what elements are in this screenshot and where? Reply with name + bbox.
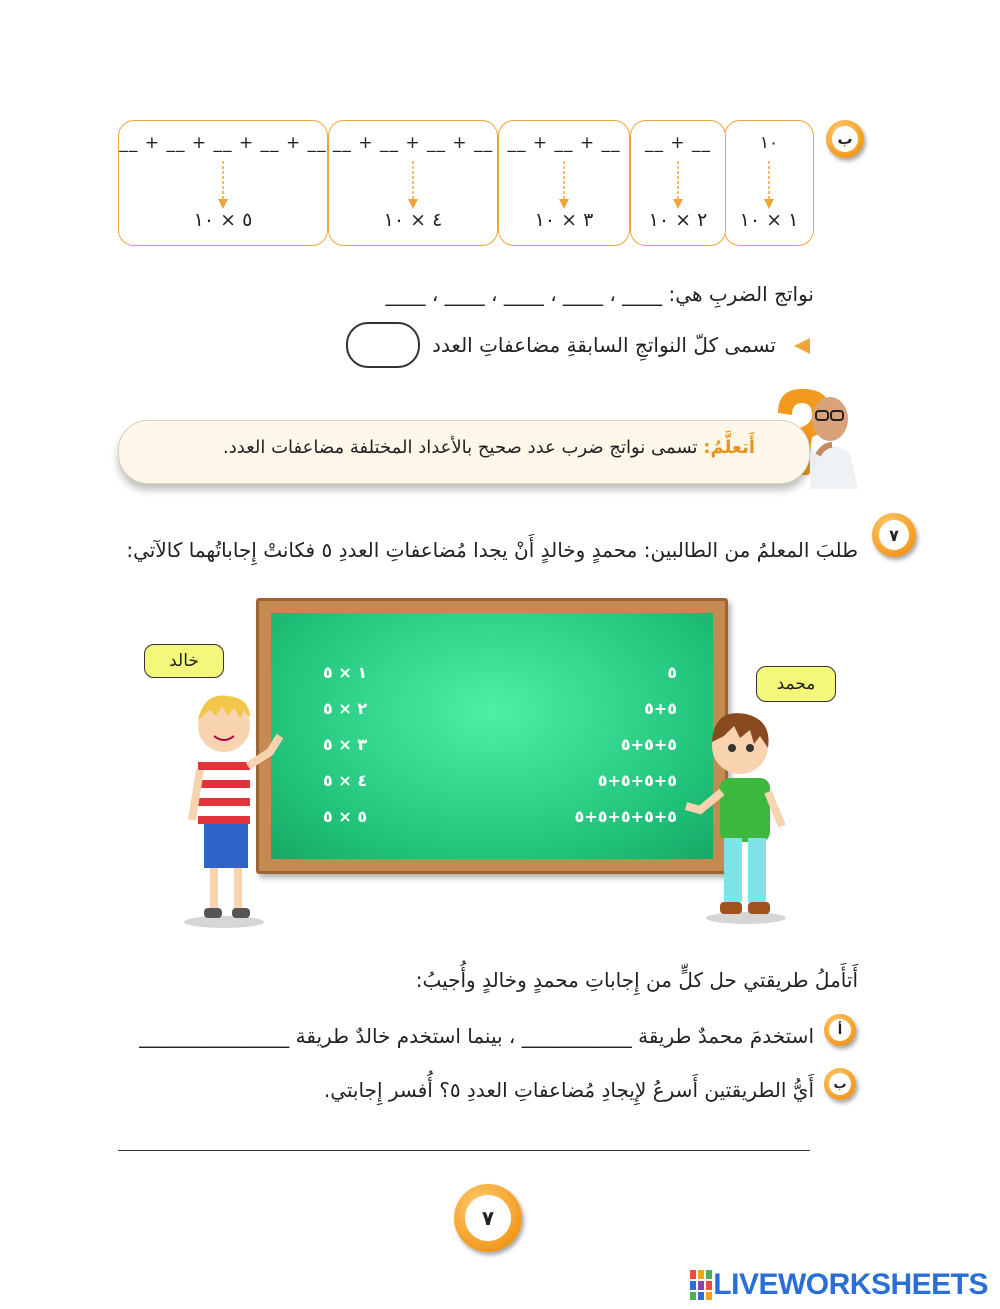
- questions-intro: أَتأَملُ طريقتي حل كلٍّ من إِجاباتِ محمدٍ وخالدٍ وأُجيبُ:: [415, 968, 858, 992]
- down-arrow-icon: [558, 161, 570, 211]
- exercise-prompt: طلبَ المعلمُ من الطالبين: محمدٍ وخالدٍ أَنْ يجدا مُضاعفاتِ العددِ ٥ فكانتْ إِجاباتُهما كالآتي:: [126, 538, 858, 562]
- board-right-item: ٥+٥+٥+٥+٥: [574, 807, 677, 826]
- down-arrow-icon: [217, 161, 229, 211]
- chalkboard: [256, 598, 728, 874]
- multiple-box-2: __ + __ ٢ × ١٠: [630, 120, 726, 246]
- board-right-item: ٥+٥+٥+٥: [597, 771, 677, 790]
- liveworksheets-logo: LIVEWORKSHEETS: [713, 1268, 988, 1301]
- down-arrow-icon: [407, 161, 419, 211]
- chalkboard-surface: [271, 613, 713, 859]
- board-right-item: ٥+٥+٥: [620, 735, 677, 754]
- page-number-badge: ٧: [454, 1184, 522, 1252]
- question-b-text: أَيُّ الطريقتين أَسرعُ لإِيجادِ مُضاعفاتِ العددِ ٥؟ أُفسر إِجابتي.: [323, 1078, 814, 1102]
- down-arrow-icon: [672, 161, 684, 211]
- products-line: نواتج الضربِ هي: ____ ، ____ ، ____ ، ____ ، ____: [385, 282, 814, 306]
- board-left-item: ٢ × ٥: [323, 699, 368, 718]
- multiple-box-5: __ + __ + __ + __ + __ ٥ × ١٠: [118, 120, 328, 246]
- multiples-named-line: تسمى كلّ النواتجِ السابقةِ مضاعفاتِ العدد: [432, 333, 776, 357]
- learn-text: تسمى نواتج ضرب عدد صحيح بالأعداد المختلفة مضاعفات العدد.: [223, 437, 698, 458]
- answer-line[interactable]: [118, 1150, 810, 1151]
- board-left-item: ٥ × ٥: [323, 807, 368, 826]
- board-right-item: ٥+٥: [644, 699, 677, 718]
- triangle-bullet-icon: [792, 336, 812, 356]
- learn-box: [118, 420, 810, 484]
- answer-pill-input[interactable]: [346, 322, 420, 368]
- multiple-box-3: __ + __ + __ ٣ × ١٠: [498, 120, 630, 246]
- question-a-text: استخدمَ محمدٌ طريقة ___________ ، بينما استخدم خالدٌ طريقة _______________: [139, 1024, 814, 1048]
- board-left-item: ٣ × ٥: [323, 735, 368, 754]
- board-left-item: ١ × ٥: [323, 663, 368, 682]
- liveworksheets-logo-icon: [690, 1270, 712, 1300]
- question-b-badge: ب: [824, 1068, 856, 1100]
- mohammad-boy-illustration: [676, 708, 804, 926]
- learn-text-line: [223, 437, 755, 458]
- section-b-badge: ب: [826, 120, 864, 158]
- down-arrow-icon: [763, 161, 775, 211]
- board-left-item: ٤ × ٥: [323, 771, 368, 790]
- speech-bubble-khalid: خالد: [144, 644, 224, 678]
- speech-bubble-mohammad: محمد: [756, 666, 836, 702]
- learn-title: أَتعلَّمُ:: [703, 437, 755, 458]
- exercise-number-badge: ٧: [872, 513, 916, 557]
- multiple-box-1: ١٠ ١ × ١٠: [724, 120, 814, 246]
- multiple-box-4: __ + __ + __ + __ ٤ × ١٠: [328, 120, 498, 246]
- board-right-item: ٥: [667, 663, 677, 682]
- question-a-badge: أ: [824, 1014, 856, 1046]
- khalid-boy-illustration: [178, 690, 298, 930]
